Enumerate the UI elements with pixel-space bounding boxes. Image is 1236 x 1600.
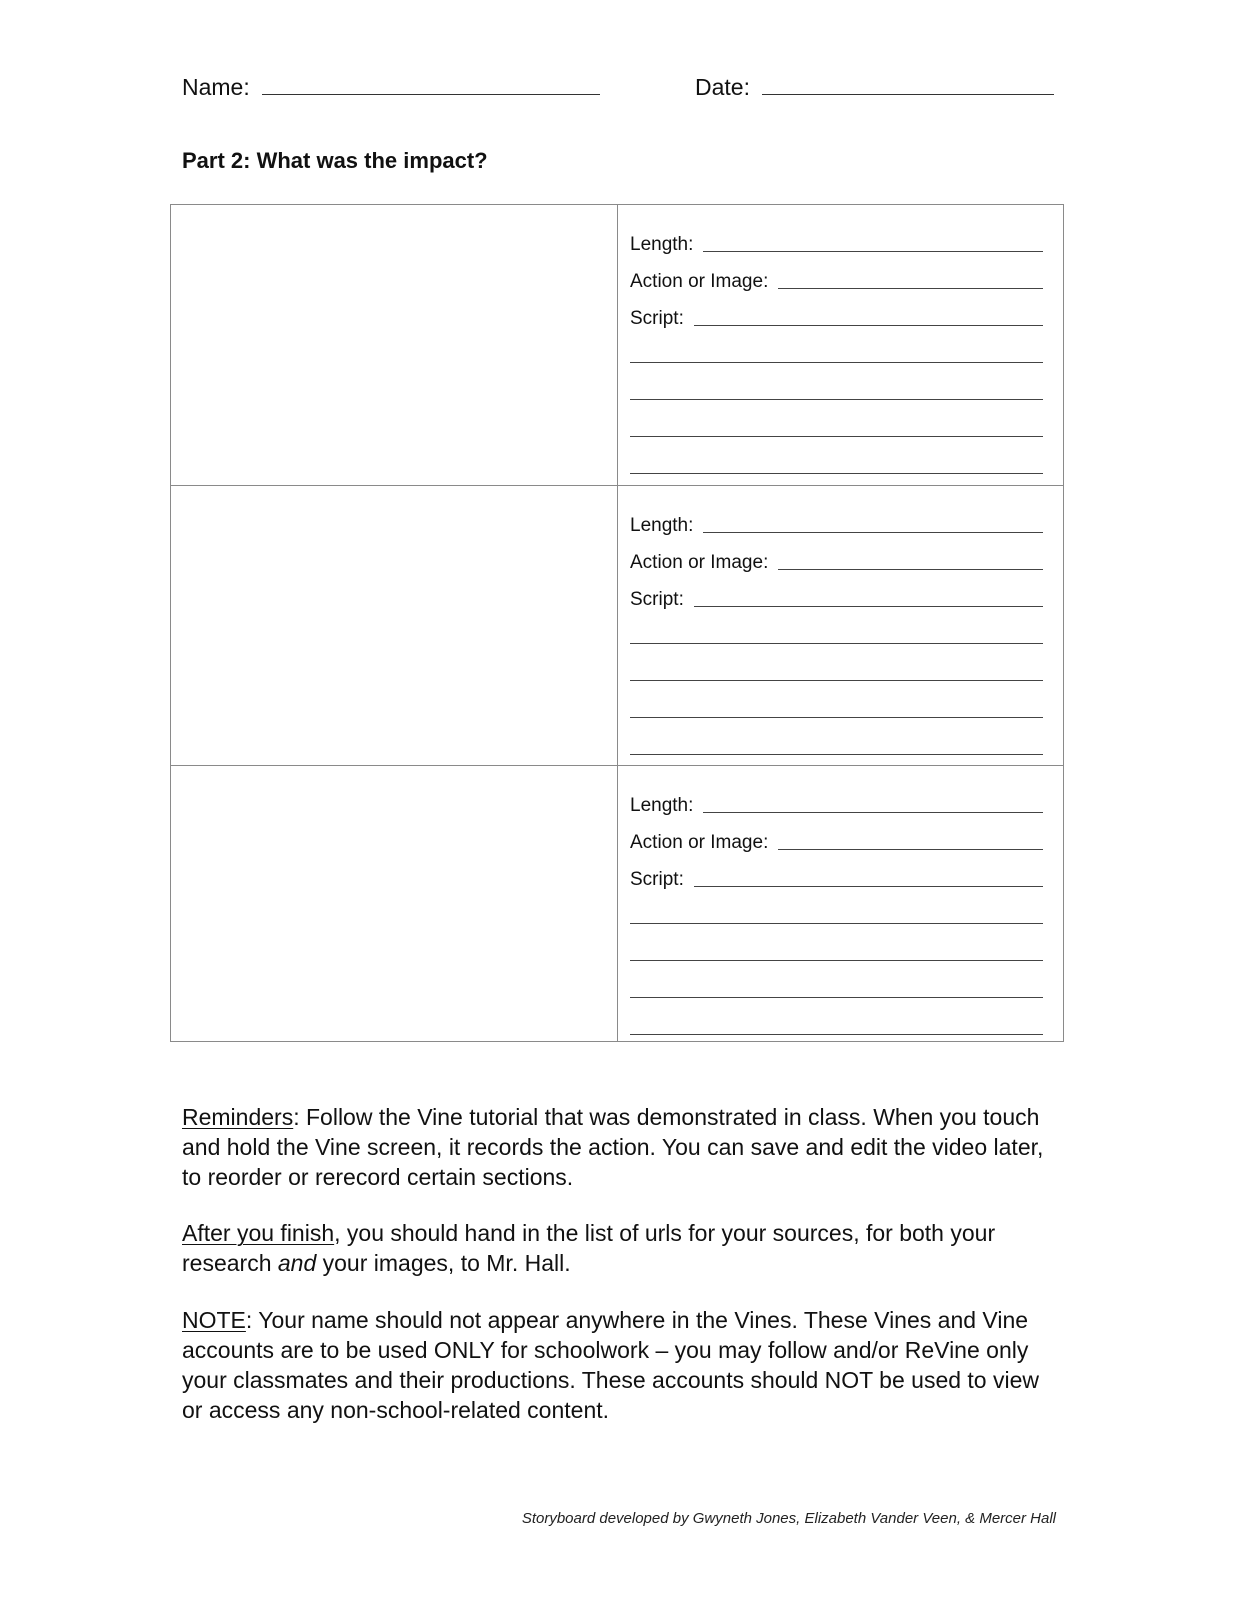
- action-blank[interactable]: [778, 569, 1043, 570]
- length-blank[interactable]: [703, 251, 1043, 252]
- action-label: Action or Image:: [630, 552, 769, 573]
- length-field[interactable]: [630, 500, 1043, 537]
- script-blank-line[interactable]: [630, 362, 1043, 363]
- script-blank-line[interactable]: [630, 960, 1043, 961]
- script-blank-line[interactable]: [630, 997, 1043, 998]
- script-blank[interactable]: [694, 886, 1043, 887]
- name-label: Name:: [182, 74, 250, 100]
- after-finish-paragraph: [182, 1218, 1052, 1278]
- action-blank[interactable]: [778, 849, 1043, 850]
- script-blank-line[interactable]: [630, 923, 1043, 924]
- script-line[interactable]: [630, 367, 1043, 404]
- reminders-lead: Reminders: [182, 1104, 294, 1130]
- script-line[interactable]: [630, 648, 1043, 685]
- action-field[interactable]: [630, 537, 1043, 574]
- frame-notes: [630, 780, 1043, 1039]
- storyboard-frame: [171, 205, 1063, 485]
- length-field[interactable]: [630, 780, 1043, 817]
- script-blank-line[interactable]: [630, 717, 1043, 718]
- action-field[interactable]: [630, 256, 1043, 293]
- script-blank-line[interactable]: [630, 1034, 1043, 1035]
- script-blank[interactable]: [694, 606, 1043, 607]
- sketch-area[interactable]: [171, 766, 618, 1041]
- script-line[interactable]: [630, 891, 1043, 928]
- credit-footer: Storyboard developed by Gwyneth Jones, Elizabeth Vander Veen, & Mercer Hall: [521, 1510, 1056, 1527]
- script-line[interactable]: [630, 404, 1043, 441]
- after-text-2: your images, to Mr. Hall.: [316, 1250, 571, 1276]
- storyboard-frame: [171, 765, 1063, 1041]
- script-label: Script:: [630, 869, 684, 890]
- date-field[interactable]: [695, 74, 1054, 101]
- storyboard-table: [170, 204, 1064, 1042]
- script-field[interactable]: [630, 293, 1043, 330]
- script-line[interactable]: [630, 1002, 1043, 1039]
- script-field[interactable]: [630, 574, 1043, 611]
- script-field[interactable]: [630, 854, 1043, 891]
- script-blank-line[interactable]: [630, 754, 1043, 755]
- length-blank[interactable]: [703, 532, 1043, 533]
- script-line[interactable]: [630, 441, 1043, 478]
- date-blank[interactable]: [762, 94, 1054, 95]
- script-line[interactable]: [630, 611, 1043, 648]
- script-blank-line[interactable]: [630, 643, 1043, 644]
- script-line[interactable]: [630, 722, 1043, 759]
- action-blank[interactable]: [778, 288, 1043, 289]
- script-line[interactable]: [630, 965, 1043, 1002]
- script-blank-line[interactable]: [630, 436, 1043, 437]
- length-blank[interactable]: [703, 812, 1043, 813]
- script-blank[interactable]: [694, 325, 1043, 326]
- name-blank[interactable]: [262, 94, 600, 95]
- page-title: Part 2: What was the impact?: [182, 148, 488, 173]
- length-label: Length:: [630, 515, 694, 536]
- script-line[interactable]: [630, 928, 1043, 965]
- after-text-1: , you should hand in the list of urls for your sources, for both your research: [182, 1220, 996, 1276]
- after-lead: After you finish: [182, 1220, 335, 1246]
- sketch-area[interactable]: [171, 486, 618, 765]
- script-line[interactable]: [630, 330, 1043, 367]
- after-emphasis: and: [277, 1250, 317, 1276]
- storyboard-frame: [171, 485, 1063, 765]
- note-text: : Your name should not appear anywhere in the Vines. These Vines and Vine accounts are to be used ONLY for schoolwork – you may follow and/or ReVine only your classmates and their productions. These accounts should NOT be used to view or access any non-school-related content.: [182, 1307, 1039, 1423]
- note-lead: NOTE: [182, 1307, 246, 1333]
- frame-notes: [630, 219, 1043, 478]
- script-blank-line[interactable]: [630, 473, 1043, 474]
- script-line[interactable]: [630, 685, 1043, 722]
- reminders-paragraph: [182, 1102, 1052, 1192]
- note-paragraph: [182, 1305, 1052, 1425]
- action-label: Action or Image:: [630, 832, 769, 853]
- script-label: Script:: [630, 589, 684, 610]
- reminders-text: : Follow the Vine tutorial that was demonstrated in class. When you touch and hold the Vine screen, it records the action. You can save and edit the video later, to reorder or rerecord certain sections.: [182, 1104, 1044, 1190]
- sketch-area[interactable]: [171, 205, 618, 485]
- date-label: Date:: [695, 74, 750, 100]
- frame-notes: [630, 500, 1043, 759]
- length-label: Length:: [630, 795, 694, 816]
- action-field[interactable]: [630, 817, 1043, 854]
- action-label: Action or Image:: [630, 271, 769, 292]
- length-field[interactable]: [630, 219, 1043, 256]
- script-blank-line[interactable]: [630, 399, 1043, 400]
- script-blank-line[interactable]: [630, 680, 1043, 681]
- script-label: Script:: [630, 308, 684, 329]
- length-label: Length:: [630, 234, 694, 255]
- name-field[interactable]: [182, 74, 600, 101]
